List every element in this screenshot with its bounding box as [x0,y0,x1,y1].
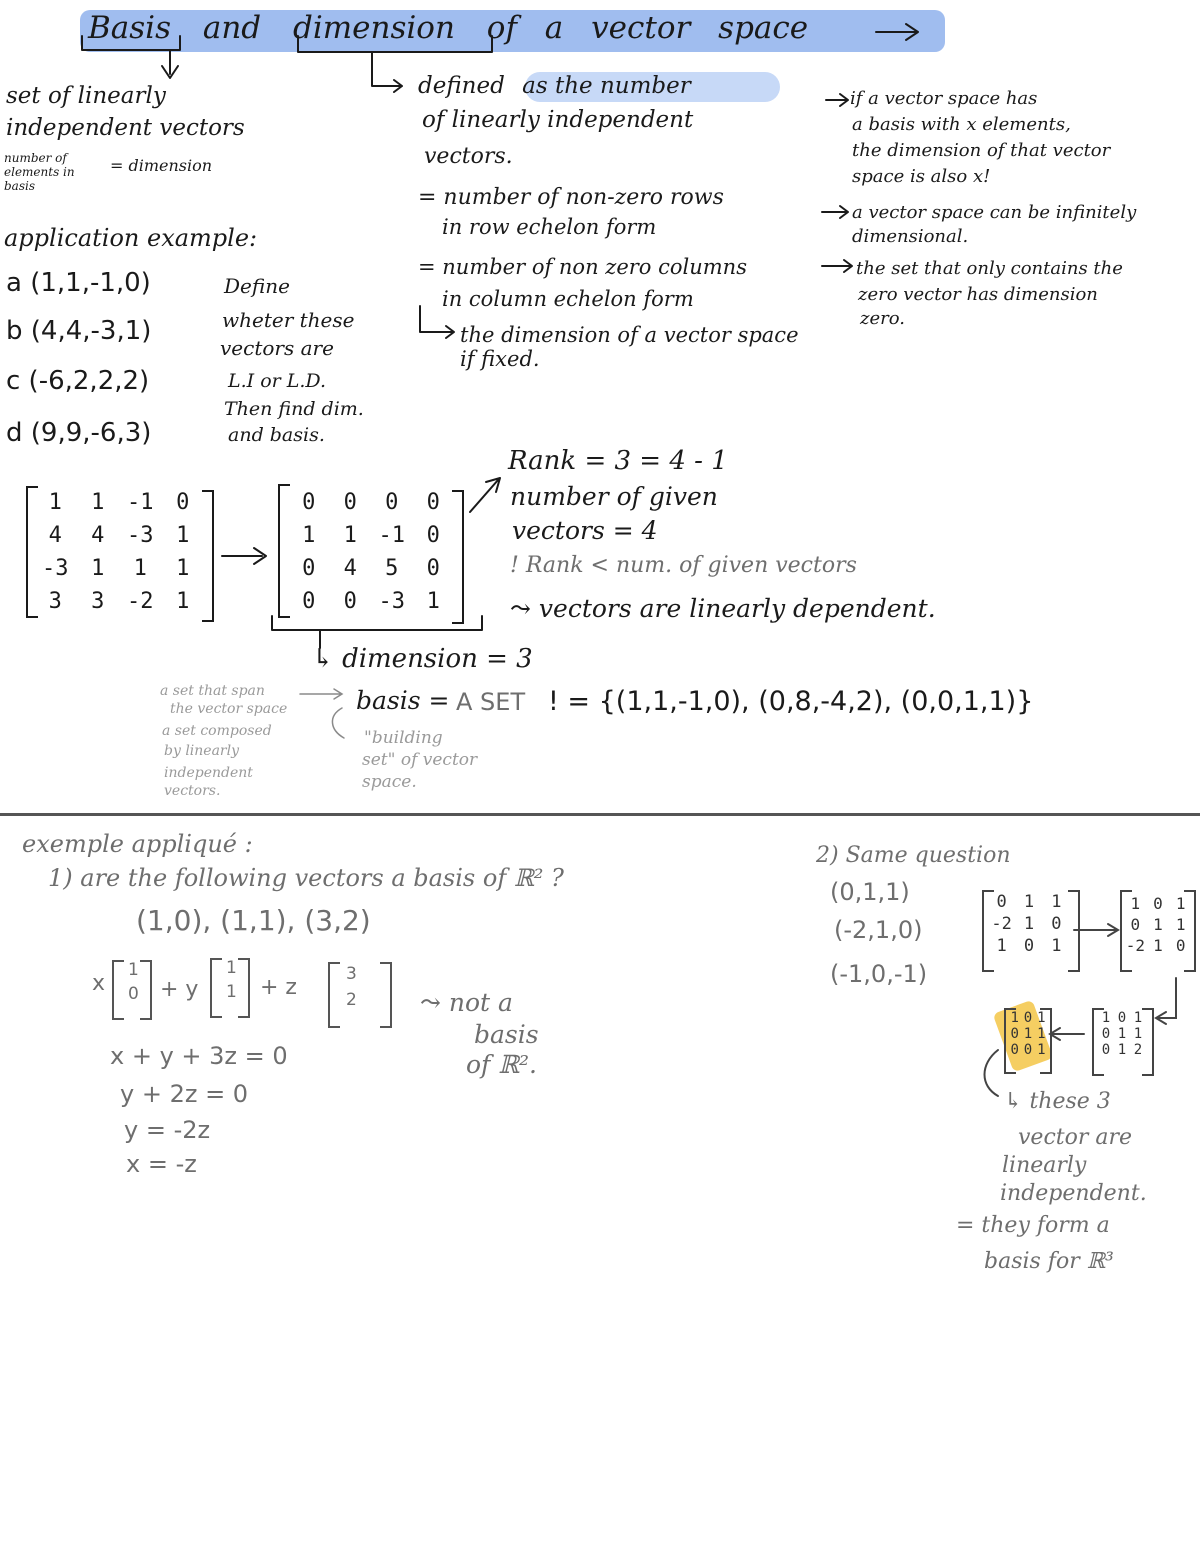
matrix-cell: 1 [1175,894,1186,913]
coef-y: + y [160,977,199,1002]
tilde-arrow-icon-2: ⤳ [420,988,449,1017]
vec2-top: 1 [226,958,237,978]
matrix-cell: 0 [385,490,399,515]
dim-def-d2: if fixed. [460,347,540,371]
question-5: Then find dim. [224,398,364,420]
vector-b: b (4,4,-3,1) [6,316,152,346]
matrix-cell: 1 [91,556,105,581]
note-1a: if a vector space has [850,88,1038,109]
ex2-bracket-connector [985,1050,999,1096]
ex2-arrow-3-icon [1050,1028,1084,1040]
matrix-cell: 1 [1010,1010,1019,1026]
fixed-dimension-arrow-icon [420,306,454,338]
basis-side-arrow-icon [300,689,342,699]
title-word-a: a [544,10,564,46]
note-1-arrow-icon [826,94,848,106]
vec3-bottom: 2 [346,990,357,1010]
matrix-cell: 0 [1010,1042,1019,1058]
title-word-space: space [718,10,809,46]
equation-2: y + 2z = 0 [120,1080,249,1108]
matrix-cell: 4 [91,523,105,548]
matrix-cell: 0 [1153,894,1163,913]
title-word-dimension: dimension [293,10,455,46]
matrix-cell: 0 [343,490,357,515]
rank-given-1: number of given [510,482,718,511]
vec1-bottom: 0 [128,984,139,1004]
matrix-cell: -1 [378,523,405,548]
coef-z: + z [260,975,297,1000]
matrix-cell: 3 [48,589,62,614]
matrix-cell: 0 [996,892,1007,912]
note-3-arrow-icon [822,260,852,272]
linearly-dependent-text: vectors are linearly dependent. [538,594,936,623]
ex2-conclusion-3: linearly [1002,1153,1087,1178]
matrix-cell: 3 [91,589,105,614]
ex2-conclusion-2: vector are [1018,1125,1133,1150]
ex2-vector-1: (0,1,1) [830,878,910,906]
ex2-vector-3: (-1,0,-1) [830,960,928,988]
rank-line: Rank = 3 = 4 - 1 [508,446,728,476]
matrix-cell: 0 [1023,1042,1033,1058]
matrix-cell: 0 [1023,1010,1033,1026]
matrix-cell: -3 [378,589,405,614]
matrix-cell: 0 [1101,1042,1111,1058]
note-3a: the set that only contains the [856,258,1123,279]
return-arrow-icon-2: ↳ [1004,1089,1030,1114]
basis-side-4: by linearly [164,743,240,759]
matrix-cell: 1 [1117,1042,1127,1058]
matrix-cell: 1 [1153,915,1163,934]
question-6: and basis. [228,424,325,446]
note-2b: dimensional. [852,226,969,247]
down-arrow-icon [162,50,178,78]
note-2-arrow-icon [822,206,848,218]
matrix-cell: 1 [176,523,190,548]
equation-1: x + y + 3z = 0 [110,1042,288,1070]
question-1: Define [224,274,290,298]
question-3: vectors are [220,336,334,360]
equation-3: y = -2z [124,1116,211,1144]
matrix-cell: 1 [1130,894,1141,913]
ex2-arrow-2-icon [1156,978,1176,1024]
matrix-cell: 1 [1175,915,1186,934]
question-2: wheter these [222,308,355,332]
vector-a: a (1,1,-1,0) [6,268,151,298]
matrix-cell: 1 [426,589,440,614]
matrix-cell: 1 [1101,1010,1111,1026]
not-a-basis-3: of ℝ². [466,1050,537,1079]
matrix-cell: 0 [302,490,316,515]
matrix-cell: 1 [996,936,1007,956]
basis-a-set: A SET [456,688,526,716]
equation-4: x = -z [126,1150,197,1178]
matrix-cell: -2 [1125,936,1145,955]
equals-dimension: = dimension [110,156,213,175]
basis-label: basis = [356,686,450,715]
dim-def-as-the-number: as the number [522,73,691,99]
matrix-cell: 0 [426,556,440,581]
basis-set: ! = {(1,1,-1,0), (0,8,-4,2), (0,0,1,1)} [548,686,1034,717]
rank-warning: ! Rank < num. of given vectors [510,553,857,578]
vec1-top: 1 [128,960,139,980]
matrix-cell: 0 [302,556,316,581]
matrix-cell: 4 [48,523,62,548]
rank-arrow-icon [470,478,500,512]
matrix-cell: 0 [176,490,190,515]
matrix-cell: 0 [426,523,440,548]
return-arrow-icon: ↳ [312,644,343,674]
matrix-cell: 1 [1153,936,1163,955]
matrix-cell: -2 [991,914,1012,934]
basis-side-5: independent [164,765,253,781]
application-heading: application example: [4,224,258,252]
matrix-cell: 0 [1130,915,1141,934]
basis-side-2: the vector space [170,701,288,717]
dimension-underline-bracket [298,36,492,52]
dim-def-c1: = number of non zero columns [418,255,747,279]
rank-given-2: vectors = 4 [512,516,658,545]
not-a-basis-2: basis [474,1020,539,1049]
matrix-cell: 1 [176,556,190,581]
small-note-3: basis [4,179,35,193]
ex2-arrow-1-icon [1074,924,1118,936]
ex2-vector-2: (-2,1,0) [834,916,923,944]
dim-def-b2: in row echelon form [442,215,657,239]
note-3c: zero. [860,308,905,329]
matrix-cell: -1 [127,490,154,515]
matrix-cell: 0 [1051,914,1062,934]
ex2-conclusion-6: basis for ℝ³ [984,1249,1114,1274]
question-4: L.I or L.D. [228,370,327,392]
dim-def-b1: = number of non-zero rows [418,185,724,210]
matrix-cell: 0 [343,589,357,614]
building-set-2: set" of vector [362,750,478,770]
note-1d: space is also x! [852,166,991,187]
matrix-cell: 1 [1133,1026,1143,1042]
exemple-question-2: 2) Same question [816,843,1011,868]
vec3-top: 3 [346,964,357,984]
dim-def-a4: vectors. [424,144,513,169]
matrix-cell: -2 [127,589,154,614]
basis-side-6: vectors. [164,783,221,799]
vector-d: d (9,9,-6,3) [6,418,152,448]
matrix-cell: 1 [1023,914,1035,934]
matrix-cell: 2 [1133,1042,1143,1058]
exemple-heading: exemple appliqué : [22,830,253,858]
reduce-arrow-icon [222,548,266,564]
basis-side-1: a set that span [160,683,265,699]
matrix-cell: 0 [1010,1026,1019,1042]
title-word-basis: Basis [88,10,171,46]
note-2a: a vector space can be infinitely [852,202,1137,223]
matrix-cell: 1 [133,556,147,581]
title-word-of: of [486,10,517,46]
matrix-cell: 1 [1051,892,1062,912]
note-1b: a basis with x elements, [852,114,1071,135]
matrix-cell: 0 [1101,1026,1111,1042]
matrix-cell: 0 [1023,936,1035,956]
matrix-underline-bracket [272,616,482,630]
exemple-vectors: (1,0), (1,1), (3,2) [136,904,371,937]
tilde-arrow-icon: ⤳ [510,594,539,623]
ex2-conclusion-5: = they form a [956,1213,1110,1238]
matrix-cell: 0 [1175,936,1186,955]
matrix-cell: 1 [1037,1042,1046,1058]
matrix-cell: 1 [91,490,105,515]
matrix-cell: 1 [343,523,357,548]
matrix-cell: 0 [302,589,316,614]
vec2-bottom: 1 [226,982,237,1002]
matrix-cell: 1 [1133,1010,1143,1026]
exemple-question-1: 1) are the following vectors a basis of ℝ² ? [48,864,564,892]
note-1c: the dimension of that vector [852,140,1111,161]
matrix-cell: 0 [1117,1010,1127,1026]
basis-side-3: a set composed [162,723,272,739]
note-3b: zero vector has dimension [858,284,1098,305]
building-set-connector [332,708,344,738]
not-a-basis-text: not a [448,988,513,1017]
matrix-cell: 1 [1117,1026,1127,1042]
dim-def-d1: the dimension of a vector space [460,323,799,347]
small-note-1: number of [4,151,67,165]
matrix-cell: -3 [42,556,69,581]
vector-c: c (-6,2,2,2) [6,366,150,396]
basis-def-line2: independent vectors [6,115,245,141]
basis-underline-bracket [82,36,180,50]
small-note-2: elements in [4,165,75,179]
matrix-cell: 1 [176,589,190,614]
dim-def-c2: in column echelon form [442,287,694,311]
ex2-conclusion-4: independent. [1000,1181,1147,1206]
matrix-cell: 1 [1051,936,1062,956]
dimension-text: dimension = 3 [342,644,533,674]
matrix-cell: 1 [48,490,62,515]
matrix-cell: 1 [1023,892,1035,912]
matrix-cell: 4 [343,556,357,581]
title-arrow-icon [876,24,918,40]
dim-def-defined: defined [418,73,505,99]
matrix-cell: 0 [426,490,440,515]
title-word-and: and [202,10,262,46]
building-set-3: space. [362,772,417,792]
matrix-cell: -3 [127,523,154,548]
title-word-vector: vector [591,10,691,46]
matrix-cell: 1 [1037,1010,1046,1026]
dim-def-a3: of linearly independent [422,107,694,133]
dimension-return-arrow-icon [372,52,402,92]
matrix-cell: 5 [385,556,399,581]
coef-x: x [92,971,106,996]
building-set-1: "building [364,728,443,748]
matrix-cell: 1 [1023,1026,1033,1042]
ex2-conclusion-1-text: these 3 [1029,1089,1111,1114]
basis-def-line1: set of linearly [6,83,166,109]
matrix-cell: 1 [1037,1026,1046,1042]
matrix-cell: 1 [302,523,316,548]
